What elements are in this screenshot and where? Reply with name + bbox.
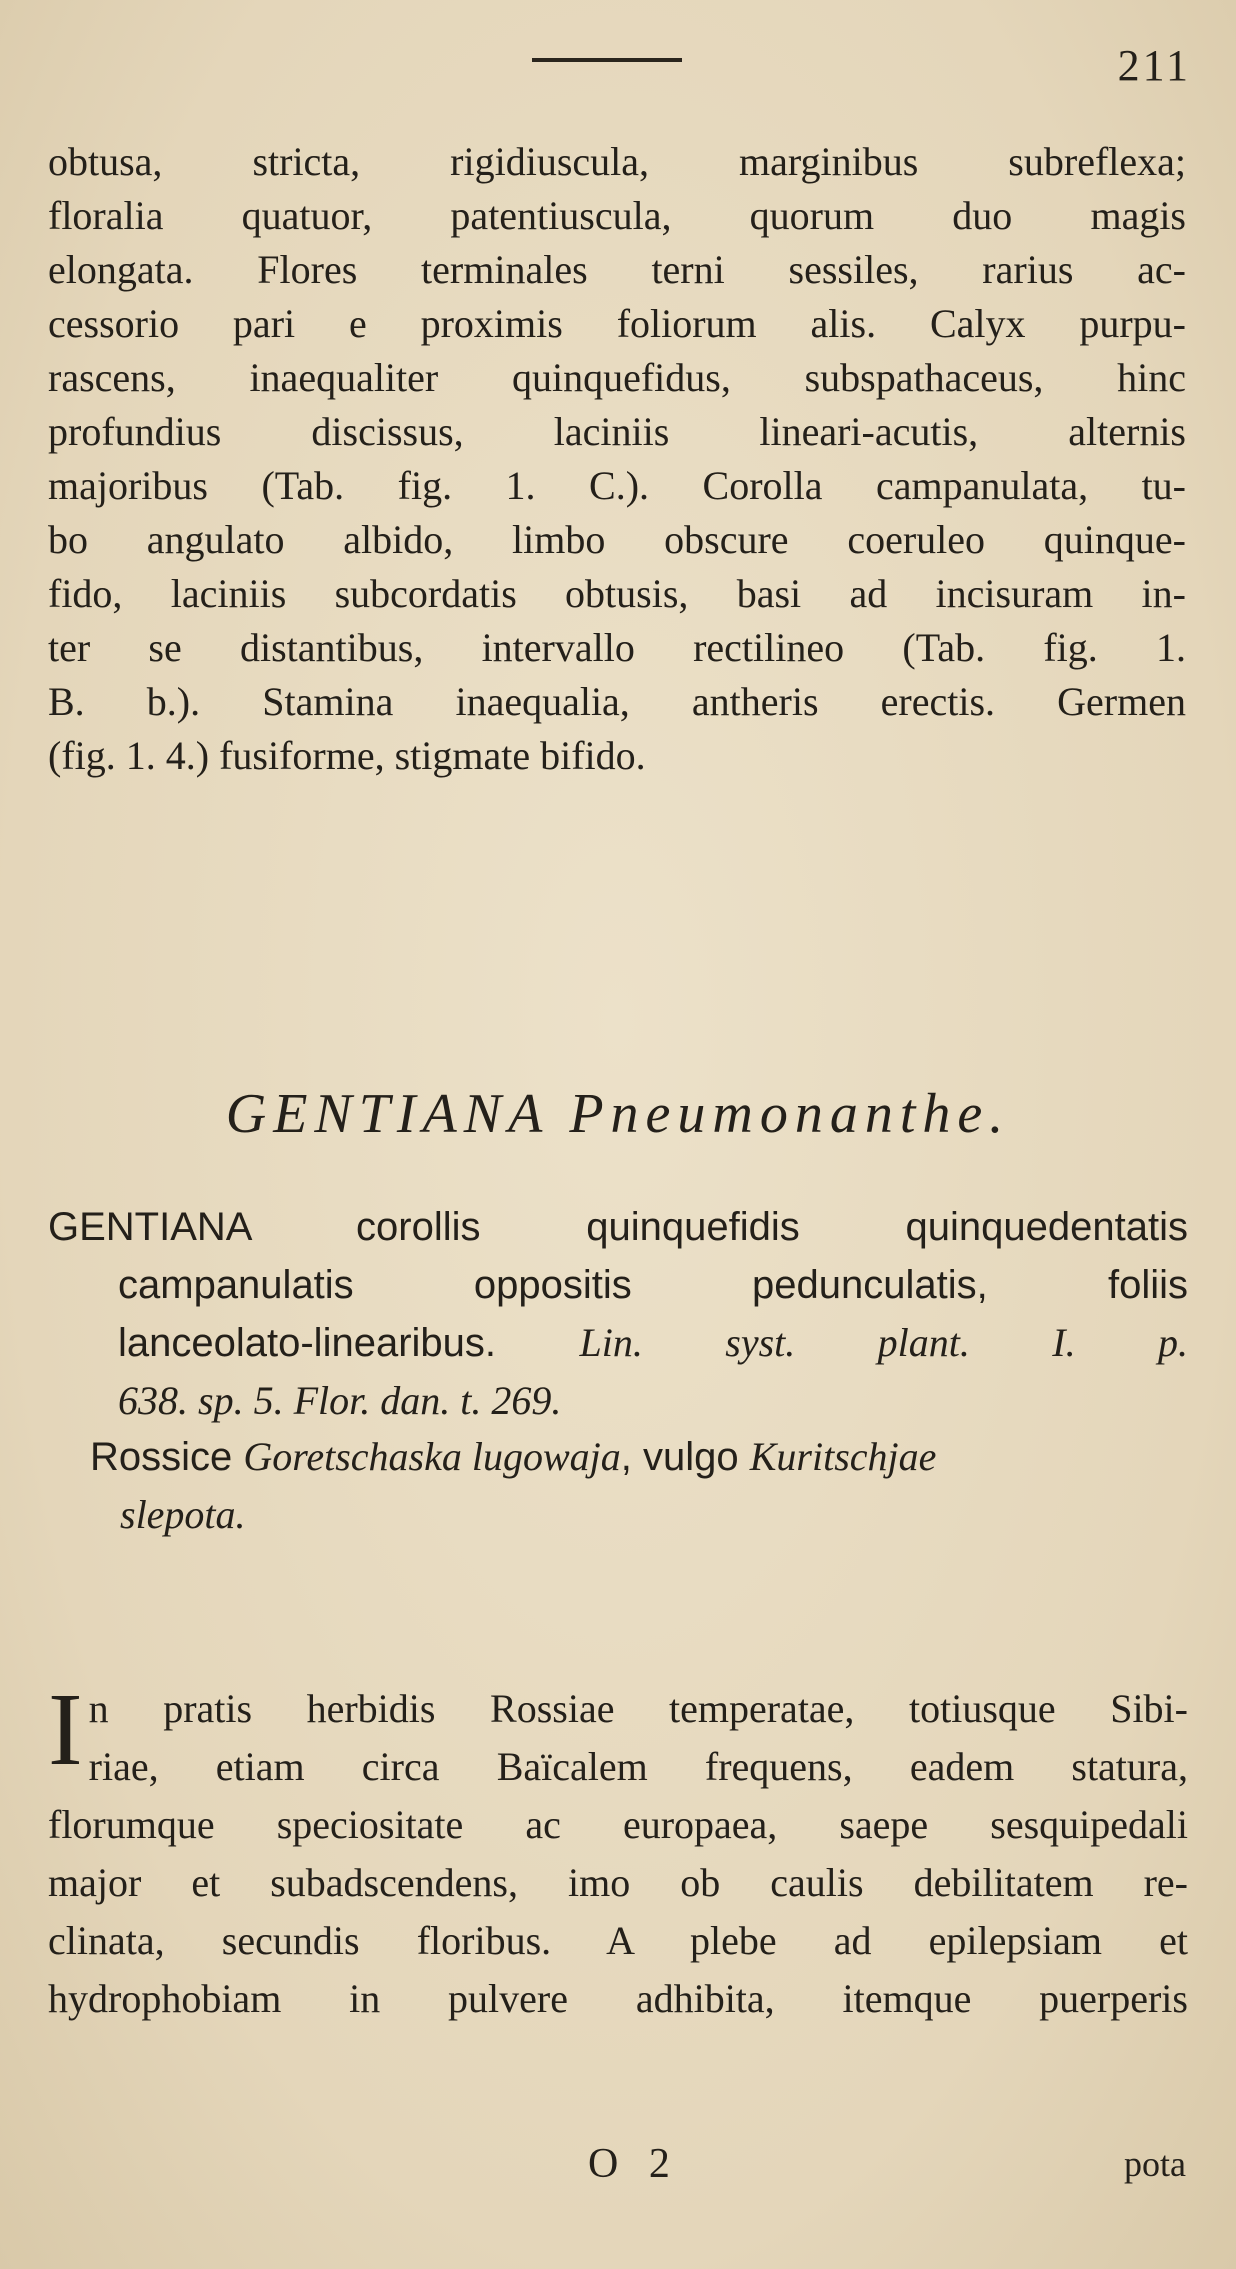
synonym-line <box>48 1372 1188 1430</box>
synonym-text: lanceolato-linearibus. <box>118 1321 580 1365</box>
description-line: ter se distantibus, intervallo rectilineo (Tab. fig. 1. <box>48 625 1186 670</box>
habitat-line: hydrophobiam in pulvere adhibita, itemque puerperis <box>48 1976 1188 2021</box>
description-line: floralia quatuor, patentiuscula, quorum duo magis <box>48 193 1186 238</box>
description-line: B. b.). Stamina inaequalia, antheris erectis. Germen <box>48 679 1186 724</box>
page-number: 211 <box>1117 41 1191 90</box>
russian-middle: , vulgo <box>620 1435 750 1479</box>
habitat-line: clinata, secundis floribus. A plebe ad epilepsiam et <box>48 1918 1188 1963</box>
habitat-line: major et subadscendens, imo ob caulis debilitatem re- <box>48 1860 1188 1905</box>
synonym-line: campanulatis oppositis pedunculatis, foliis <box>118 1263 1188 1307</box>
synonym-text: 638. sp. 5. <box>118 1378 294 1423</box>
description-paragraph <box>48 135 1186 783</box>
description-line: fido, laciniis subcordatis obtusis, basi ad incisuram in- <box>48 571 1186 616</box>
description-line: bo angulato albido, limbo obscure coeruleo quinque- <box>48 517 1186 562</box>
synonym-reference: Flor. dan. t. 269. <box>293 1378 562 1423</box>
description-line: cessorio pari e proximis foliorum alis. Calyx purpu- <box>48 301 1186 346</box>
habitat-line: florumque speciositate ac europaea, saepe sesquipedali <box>48 1802 1188 1847</box>
russian-name-line <box>90 1428 1188 1486</box>
habitat-paragraph <box>48 1672 1188 2028</box>
habitat-line: n pratis herbidis Rossiae temperatae, totiusque Sibi- <box>88 1686 1188 1731</box>
description-line: (fig. 1. 4.) fusiforme, stigmate bifido. <box>48 733 646 778</box>
habitat-line: riae, etiam circa Baïcalem frequens, eadem statura, <box>88 1744 1188 1789</box>
russian-prefix: Rossice <box>90 1435 244 1479</box>
vulgar-name-continuation: slepota. <box>120 1492 246 1537</box>
signature-mark: O 2 <box>588 2141 680 2187</box>
header-rule <box>532 58 682 62</box>
synonym-block <box>48 1198 1188 1430</box>
vulgar-name: Kuritschjae <box>749 1434 937 1479</box>
description-line: profundius discissus, laciniis lineari-acutis, alternis <box>48 409 1186 454</box>
description-line: majoribus (Tab. fig. 1. C.). Corolla campanulata, tu- <box>48 463 1186 508</box>
synonym-line: GENTIANA corollis quinquefidis quinquedentatis <box>48 1205 1188 1249</box>
russian-name: Goretschaska lugowaja <box>243 1434 621 1479</box>
drop-cap: I <box>48 1672 83 1787</box>
description-line: obtusa, stricta, rigidiuscula, marginibus subreflexa; <box>48 139 1186 184</box>
synonym-reference: Lin. syst. plant. I. p. <box>579 1320 1188 1365</box>
description-line: rascens, inaequaliter quinquefidus, subspathaceus, hinc <box>48 355 1186 400</box>
catchword: pota <box>1124 2144 1186 2184</box>
species-title: GENTIANA Pneumonanthe. <box>225 1083 1011 1145</box>
description-line: elongata. Flores terminales terni sessiles, rarius ac- <box>48 247 1186 292</box>
synonym-line <box>48 1314 1188 1372</box>
russian-name-block <box>90 1428 1188 1544</box>
